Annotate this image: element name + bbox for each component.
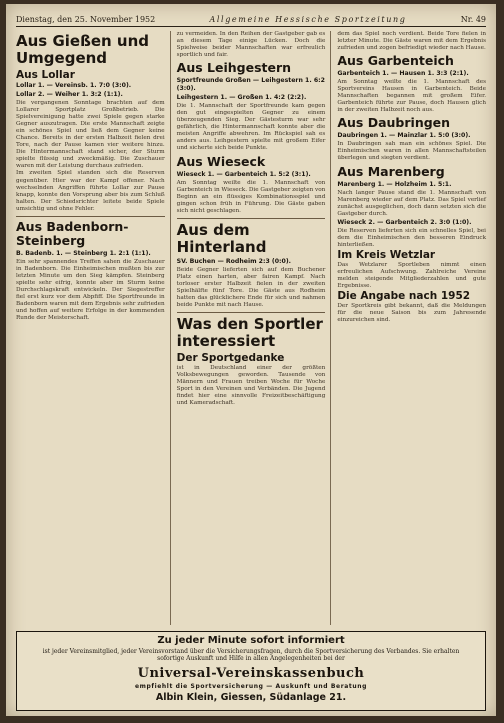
newspaper-title: Allgemeine Hessische Sportzeitung [209, 14, 407, 24]
section-heading: Aus Badenborn-Steinberg [16, 218, 129, 248]
column-3 [337, 31, 486, 625]
subheading: Im Kreis Wetzlar [337, 248, 436, 261]
section-heading: Aus Marenberg [337, 163, 445, 179]
article-text: Nach langer Pause stand die 1. Mannschaft von Marenberg wieder auf dem Platz. Das Spiel verlief zunächst ausgeglichen, doch dann setzten sich die Gastgeber durch. [337, 189, 488, 217]
article-text: Am Sonntag weilte die 1. Mannschaft des Sportvereins Hausen in Garbenteich. Beide Mannschaften begannen mit großem Eifer. Garbenteich führte zur Pause, doch Hausen glich in der zweiten Halbzeit noch aus. [337, 79, 488, 114]
ad-text: ist jeder Vereinsmitglied, jeder Vereinsvorstand über die Versicherungsfragen, durch die Sportversicherung des Verbandes. Sie erhalten sofortige Auskunft und Hilfe in allen Angelegenheiten bei der [42, 648, 460, 663]
match-result: Lollar 2. — Weiher 1. 3:2 (1:1). [16, 91, 123, 98]
subheading: Aus Lollar [16, 69, 75, 81]
divider [177, 218, 326, 219]
match-result: B. Badenb. 1. — Steinberg 1. 2:1 (1:1). [16, 249, 151, 257]
section-heading: Aus Leihgestern [176, 60, 292, 76]
issue-date: Dienstag, den 25. November 1952 [16, 14, 156, 24]
match-result: Marenberg 1. — Holzheim 1. 5:1. [337, 180, 452, 188]
match-result: Wieseck 1. — Garbenteich 1. 5:2 (3:1). [176, 170, 311, 178]
section-heading: Aus Gießen und Umgegend [16, 32, 150, 67]
match-result: Wieseck 2. — Garbenteich 2. 3:0 (1:0). [337, 218, 472, 226]
ad-address: Albin Klein, Giessen, Südanlage 21. [155, 691, 347, 703]
ad-headline: Zu jeder Minute sofort informiert [157, 635, 345, 646]
divider [177, 312, 326, 313]
ad-brand: Universal-Vereinskassenbuch [137, 665, 365, 681]
article-columns [16, 31, 486, 625]
article-text: ist in Deutschland einer der größten Volksbewegungen geworden. Tausende von Männern und Frauen treiben Woche für Woche Sport in den Vereinen und Verbänden. Die Jugend findet hier eine sinnvolle Freizeitbeschäftigung und Kameradschaft. [176, 365, 328, 407]
article-text: Im zweiten Spiel standen sich die Reserven gegenüber. Hier war der Kampf offener. Nach wechselnden Angriffen führte Lollar zur Pause knapp, konnte den Vorsprung aber bis zum Schluß halten. Der Schiedsrichter leitete beide Spiele umsichtig und ohne Fehler. [16, 170, 167, 212]
match-result: Sportfreunde Großen — Leihgestern 1. 6:2 (3:0). [176, 77, 325, 93]
article-text: Das Wetzlarer Sportleben nimmt einen erfreulichen Aufschwung. Zahlreiche Vereine melden steigende Mitgliederzahlen und gute Ergebnisse. [337, 261, 488, 289]
ad-contact: empfiehlt die Sportversicherung — Auskunft und Beratung [134, 682, 368, 690]
match-result: SV. Buchen — Rodheim 2:3 (0:0). [176, 257, 292, 265]
subheading: Die Angabe nach 1952 [337, 290, 471, 303]
article-text: Ein sehr spannendes Treffen sahen die Zuschauer in Badenborn. Die Einheimischen mußten bis zur letzten Minute um den Sieg kämpfen. Steinberg spielte sehr eifrig, konnte aber im Sturm keine Durchschlagskraft entwickeln. Der Siegestreffer fiel erst kurz vor dem Abpfiff. Die Sportfreunde in Badenborn waren mit dem Ergebnis sehr zufrieden und hoffen auf weitere Erfolge in der kommenden Runde der Meisterschaft. [16, 258, 167, 322]
article-text: In Daubringen sah man ein schönes Spiel. Die Einheimischen waren in allen Mannschaftsteilen überlegen und siegten verdient. [337, 141, 488, 162]
newspaper-page [6, 4, 496, 716]
article-text: Die vergangenen Sonntage brachten auf dem Lollarer Sportplatz Großbetrieb. Die Spielvereinigung hatte zwei Spiele gegen starke Gegner auszutragen. Die erste Mannschaft zeigte ein schönes Spiel und ließ dem Gegner keine Chance. Bereits in der ersten Halbzeit fielen drei Tore, nach der Pause kamen vier weitere hinzu. Die Hintermannschaft stand sicher, der Sturm spielte flüssig und zweckmäßig. Die Zuschauer waren mit der Leistung durchaus zufrieden. [16, 100, 167, 170]
article-text: Beide Gegner lieferten sich auf dem Buchener Platz einen harten, aber fairen Kampf. Nach torloser erster Halbzeit fielen in der zweiten Spielhälfte fünf Tore. Die Gäste aus Rodheim hatten das glücklichere Ende für sich und nahmen beide Punkte mit nach Hause. [176, 266, 328, 308]
section-heading: Aus Daubringen [337, 115, 451, 131]
section-heading: Aus Wieseck [176, 153, 266, 169]
article-text: zu vermeiden. In den Reihen der Gastgeber gab es an diesem Tage einige Lücken. Doch die Spielweise beider Mannschaften war erfreulich sportlich und fair. [176, 31, 328, 59]
advertisement-box [16, 631, 486, 711]
match-result: Garbenteich 1. — Hausen 1. 3:3 (2:1). [337, 70, 469, 78]
section-heading: Was den Sportler interessiert [176, 315, 323, 351]
article-text: dem das Spiel noch verdient. Beide Tore fielen in letzter Minute. Die Gäste waren mit dem Ergebnis zufrieden und zogen befriedigt wieder nach Hause. [337, 31, 488, 52]
section-heading: Aus dem Hinterland [176, 220, 267, 256]
article-text: Die 1. Mannschaft der Sportfreunde kam gegen den gut eingespielten Gegner zu einem überzeugenden Sieg. Der Gästesturm war sehr gefährlich, die Hintermannschaft konnte aber die meisten Angriffe abwehren. Im Rückspiel sah es anders aus. Leihgestern spielte mit großem Eifer und sicherte sich beide Punkte. [176, 103, 328, 152]
subheading: Der Sportgedanke [176, 352, 285, 365]
article-text: Am Sonntag weilte die 1. Mannschaft von Garbenteich in Wieseck. Die Gastgeber zeigten von Beginn an ein flüssiges Kombinationsspiel und gingen schon früh in Führung. Die Gäste gaben sich nicht geschlagen. [176, 179, 328, 214]
column-1 [16, 31, 171, 625]
match-result: Lollar 1. — Vereinsb. 1. 7:0 (3:0). [16, 82, 132, 89]
match-result: Leihgestern 1. — Großen 1. 4:2 (2:2). [176, 94, 307, 102]
match-result: Daubringen 1. — Mainzlar 1. 5:0 (3:0). [337, 132, 471, 140]
section-heading: Aus Garbenteich [337, 53, 454, 69]
column-2 [177, 31, 332, 625]
article-text: Der Sportkreis gibt bekannt, daß die Meldungen für die neue Saison bis zum Jahresende einzureichen sind. [337, 303, 488, 324]
article-text: Die Reserven lieferten sich ein schnelles Spiel, bei dem die Einheimischen den besseren Eindruck hinterließen. [337, 227, 488, 248]
divider [16, 216, 165, 217]
masthead-line [16, 12, 486, 27]
issue-number: Nr. 49 [460, 14, 486, 24]
